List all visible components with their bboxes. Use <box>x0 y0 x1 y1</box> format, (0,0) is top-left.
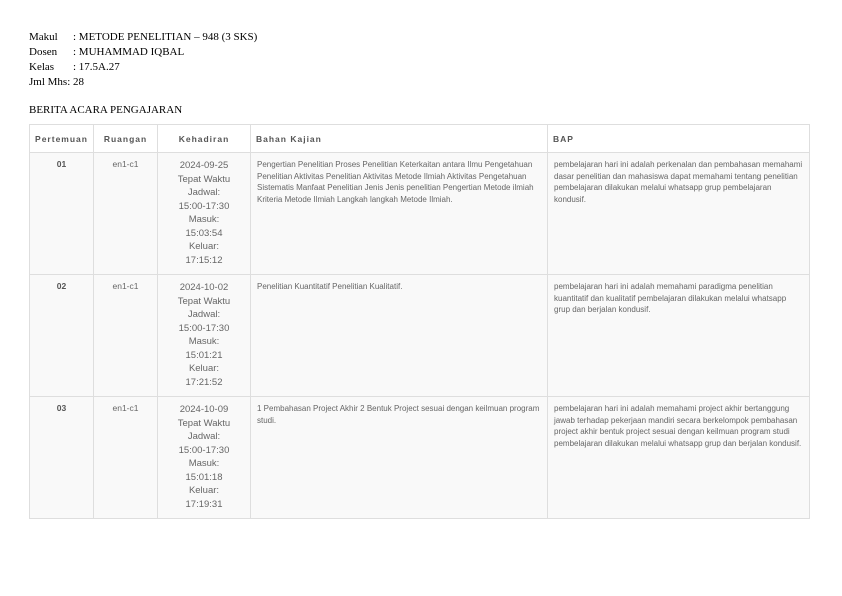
status: Tepat Waktu <box>177 295 231 307</box>
jml-row <box>29 75 257 90</box>
ruangan-cell: en1-c1 <box>94 275 158 397</box>
dosen-row <box>29 45 257 60</box>
kehadiran-cell <box>158 275 251 397</box>
table-row <box>30 275 810 397</box>
keluar: 17:21:52 <box>185 376 223 388</box>
status: Tepat Waktu <box>177 417 231 429</box>
kelas-value: : 17.5A.27 <box>73 61 120 73</box>
bahan-kajian-cell: Pengertian Penelitian Proses Penelitian Keterkaitan antara Ilmu Pengetahuan Penelitian Aktivitas Penelitian Aktivitas Metode Ilmiah Aktivitas Pengetahuan Sistematis Manfaat Penelitian Jenis Jenis penelitian Pengertian Metode ilmiah Kriteria Metode Ilmiah Langkah langkah Metode Ilmiah. <box>251 153 548 275</box>
tanggal: 2024-10-09 <box>179 404 229 415</box>
bap-cell: pembelajaran hari ini adalah perkenalan dan pembahasan memahami dasar penelitian dan mahasiswa dapat memahami tentang penelitian pembelajaran dilakukan melalui whatsapp grup pembelajaran kondusif. <box>548 153 810 275</box>
column-header-pertemuan: Pertemuan <box>30 125 94 153</box>
masuk: 15:01:18 <box>185 471 223 483</box>
keluar: 17:15:12 <box>185 254 223 266</box>
masuk: 15:01:21 <box>185 349 223 361</box>
column-header-bahan-kajian: Bahan Kajian <box>251 125 548 153</box>
jadwal: 15:00-17:30 <box>178 444 230 456</box>
pertemuan-cell: 02 <box>30 275 94 397</box>
dosen-value: : MUHAMMAD IQBAL <box>73 46 185 58</box>
makul-label: Makul <box>29 31 58 43</box>
status: Tepat Waktu <box>177 173 231 185</box>
bahan-kajian-cell: Penelitian Kuantitatif Penelitian Kualitatif. <box>251 275 548 397</box>
ruangan-cell: en1-c1 <box>94 397 158 519</box>
jadwal: 15:00-17:30 <box>178 322 230 334</box>
keluar-label: Keluar: <box>188 485 220 496</box>
kehadiran-cell <box>158 397 251 519</box>
bap-table <box>29 124 810 519</box>
keluar-label: Keluar: <box>188 363 220 374</box>
makul-row <box>29 30 257 45</box>
course-header <box>29 30 257 90</box>
tanggal: 2024-10-02 <box>179 282 229 293</box>
table-row <box>30 153 810 275</box>
jadwal-label: Jadwal: <box>187 187 221 198</box>
tanggal: 2024-09-25 <box>179 160 229 171</box>
masuk-label: Masuk: <box>188 336 220 347</box>
masuk-label: Masuk: <box>188 458 220 469</box>
jadwal-label: Jadwal: <box>187 431 221 442</box>
column-header-bap: BAP <box>548 125 810 153</box>
section-title: BERITA ACARA PENGAJARAN <box>29 104 183 116</box>
jml-mhs: Jml Mhs: 28 <box>29 76 85 88</box>
column-header-ruangan: Ruangan <box>94 125 158 153</box>
column-header-kehadiran: Kehadiran <box>158 125 251 153</box>
bap-cell: pembelajaran hari ini adalah memahami project akhir bertanggung jawab terhadap pekerjaan mandiri secara berkelompok pembahasan project akhir bentuk project sesuai dengan keilmuan program studi pembelajaran dilakukan melalui whatsapp grup dan berjalan kondusif. <box>548 397 810 519</box>
keluar: 17:19:31 <box>185 498 223 510</box>
ruangan-cell: en1-c1 <box>94 153 158 275</box>
pertemuan-cell: 01 <box>30 153 94 275</box>
kelas-row <box>29 60 257 75</box>
keluar-label: Keluar: <box>188 241 220 252</box>
pertemuan-cell: 03 <box>30 397 94 519</box>
jadwal-label: Jadwal: <box>187 309 221 320</box>
masuk-label: Masuk: <box>188 214 220 225</box>
bahan-kajian-cell: 1 Pembahasan Project Akhir 2 Bentuk Project sesuai dengan keilmuan program studi. <box>251 397 548 519</box>
jadwal: 15:00-17:30 <box>178 200 230 212</box>
kehadiran-cell <box>158 153 251 275</box>
makul-value: : METODE PENELITIAN – 948 (3 SKS) <box>73 31 258 43</box>
bap-cell: pembelajaran hari ini adalah memahami paradigma penelitian kuantitatif dan kualitatif pembelajaran dilakukan melalui whatsapp grup dan berjalan kondusif. <box>548 275 810 397</box>
kelas-label: Kelas <box>29 61 55 73</box>
masuk: 15:03:54 <box>185 227 223 239</box>
table-row <box>30 397 810 519</box>
dosen-label: Dosen <box>29 46 58 58</box>
table-header-row <box>30 125 810 153</box>
